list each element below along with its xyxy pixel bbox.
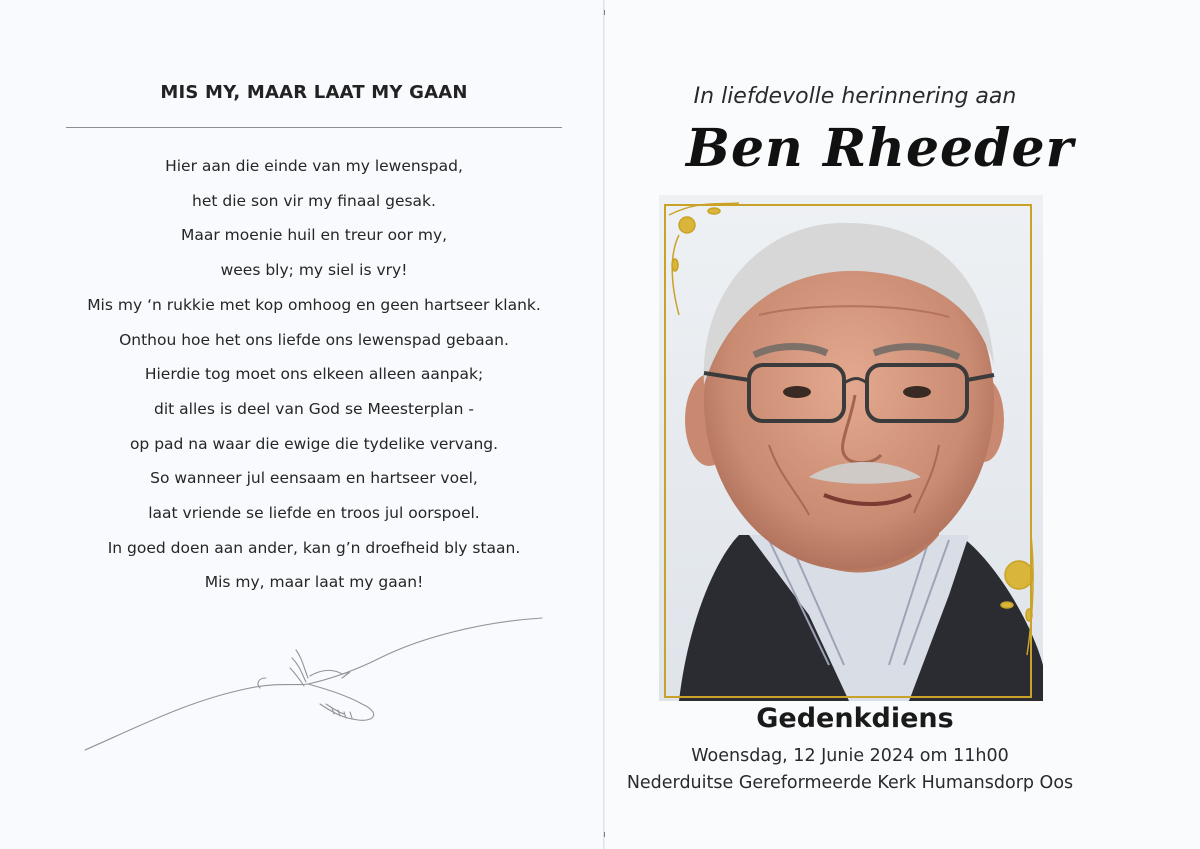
poem-divider <box>66 127 562 128</box>
poem-line: op pad na waar die ewige die tydelike vervang. <box>129 434 499 453</box>
poem-line: So wanneer jul eensaam en hartseer voel, <box>150 469 478 488</box>
poem-line: het die son vir my finaal gesak. <box>192 191 436 210</box>
service-date: Woensdag, 12 Junie 2024 om 11h00 <box>691 746 1009 766</box>
deceased-name: Ben Rheeder <box>686 118 1074 179</box>
dove-line-drawing-icon <box>80 608 560 758</box>
poem-line: laat vriende se liefde en troos jul oorspoel. <box>148 504 480 523</box>
poem-title: MIS MY, MAAR LAAT MY GAAN <box>160 82 468 103</box>
poem-line: In goed doen aan ander, kan g’n droefheid bly staan. <box>107 538 521 557</box>
poem-line: Mis my ‘n rukkie met kop omhoog en geen hartseer klank. <box>87 295 541 314</box>
poem-body <box>64 149 564 600</box>
poem-line: dit alles is deel van God se Meesterplan - <box>154 399 474 418</box>
service-title: Gedenkdiens <box>756 703 954 734</box>
poem-line: Onthou hoe het ons liefde ons lewenspad gebaan. <box>119 330 509 349</box>
poem-line: Hier aan die einde van my lewenspad, <box>165 157 463 175</box>
service-venue: Nederduitse Gereformeerde Kerk Humansdorp Oos <box>626 773 1074 793</box>
memorial-intro: In liefdevolle herinnering aan <box>693 84 1017 109</box>
poem-line: Maar moenie huil en treur oor my, <box>180 226 448 245</box>
poem-line: Mis my, maar laat my gaan! <box>204 573 424 592</box>
gold-photo-border <box>664 204 1032 698</box>
poem-line: wees bly; my siel is vry! <box>220 261 408 280</box>
poem-line: Hierdie tog moet ons elkeen alleen aanpak; <box>144 365 484 384</box>
